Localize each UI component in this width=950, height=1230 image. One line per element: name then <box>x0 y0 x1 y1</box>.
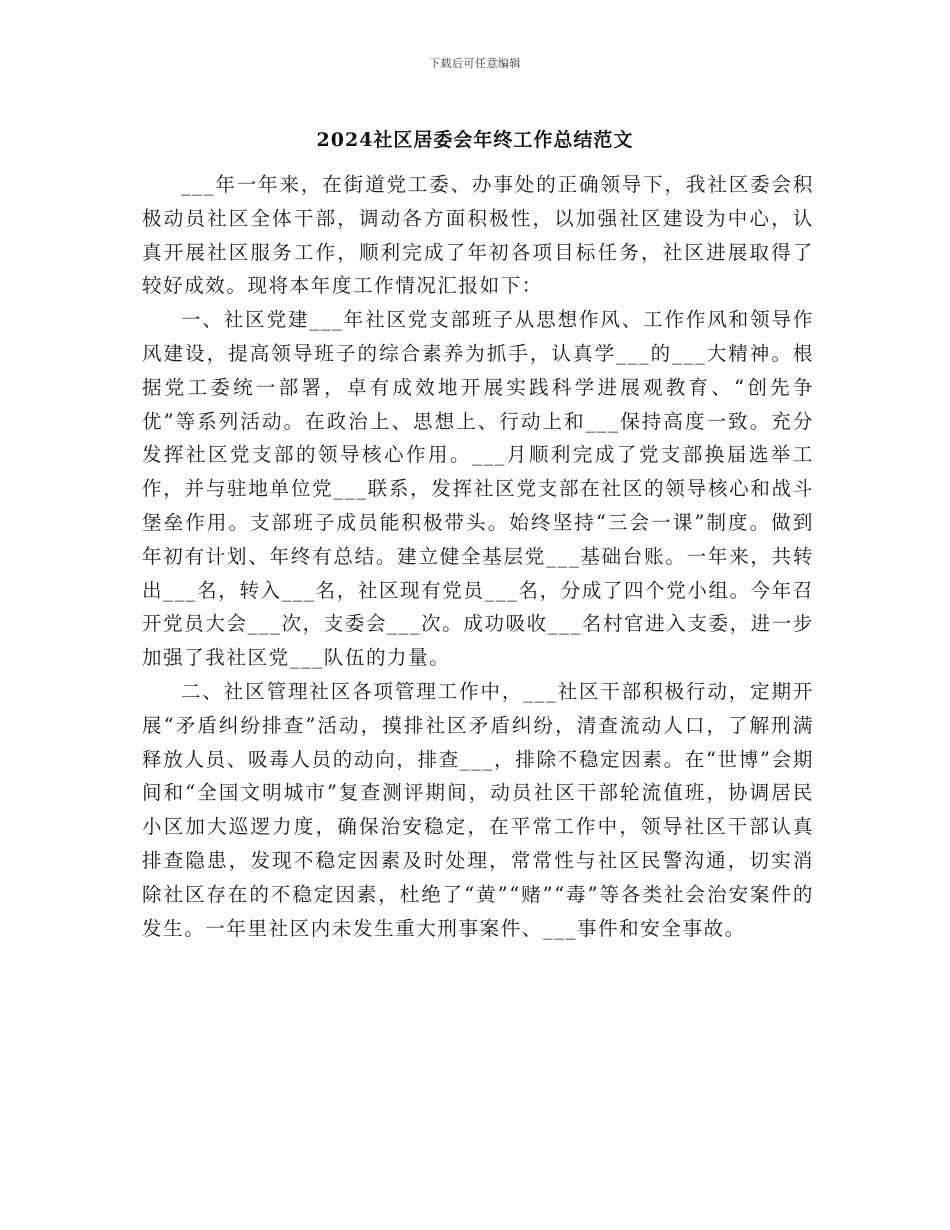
paragraph-intro: ___年一年来，在街道党工委、办事处的正确领导下，我社区委会积极动员社区全体干部，调动各方面积极性，以加强社区建设为中心，认真开展社区服务工作，顺利完成了年初各项目标任务，社区进展取得了较好成效。现将本年度工作情况汇报如下： <box>142 173 814 298</box>
paragraph-community-management: 二、社区管理社区各项管理工作中，___社区干部积极行动，定期开展“矛盾纠纷排查”活动，摸排社区矛盾纠纷，清查流动人口，了解刑满释放人员、吸毒人员的动向，排查___，排除不稳定因素。在“世博”会期间和“全国文明城市”复查测评期间，动员社区干部轮流值班，协调居民小区加大巡逻力度，确保治安稳定，在平常工作中，领导社区干部认真排查隐患，发现不稳定因素及时处理，常常性与社区民警沟通，切实消除社区存在的不稳定因素，杜绝了“黄”“赌”“毒”等各类社会治安案件的发生。一年里社区内未发生重大刑事案件、___事件和安全事故。 <box>142 679 814 940</box>
header-note: 下载后可任意编辑 <box>429 57 521 70</box>
document-title: 2024社区居委会年终工作总结范文 <box>316 129 634 151</box>
paragraph-party-building: 一、社区党建___年社区党支部班子从思想作风、工作作风和领导作风建设，提高领导班子的综合素养为抓手，认真学___的___大精神。根据党工委统一部署，卓有成效地开展实践科学进展观教育、“创先争优”等系列活动。在政治上、思想上、行动上和___保持高度一致。充分发挥社区党支部的领导核心作用。___月顺利完成了党支部换届选举工作，并与驻地单位党___联系，发挥社区党支部在社区的领导核心和战斗堡垒作用。支部班子成员能积极带头。始终坚持“三会一课”制度。做到年初有计划、年终有总结。建立健全基层党___基础台账。一年来，共转出___名，转入___名，社区现有党员___名，分成了四个党小组。今年召开党员大会___次，支委会___次。成功吸收___名村官进入支委，进一步加强了我社区党___队伍的力量。 <box>142 308 814 670</box>
document-body <box>142 168 814 945</box>
